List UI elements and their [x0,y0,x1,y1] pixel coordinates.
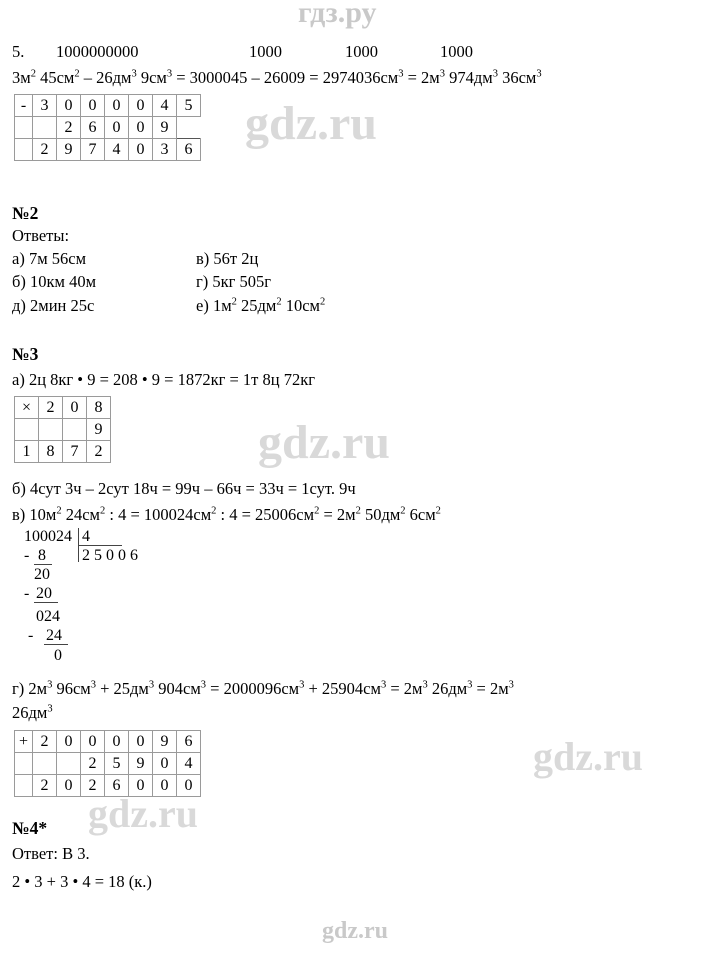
watermark-top: гдз.ру [298,0,377,29]
task2-heading: №2 [12,203,39,223]
subtraction-sign: - [15,95,33,117]
digit-cell: 1 [15,441,39,463]
digit-cell: 6 [177,731,201,753]
digit-cell: 3 [33,95,57,117]
digit-cell: 2 [33,775,57,797]
empty-cell [15,139,33,161]
digit-cell: 2 [81,753,105,775]
digit-cell: 2 [81,775,105,797]
multiplication-sign: × [15,397,39,419]
division-step-line-0 [34,564,52,565]
task3-addition-table [14,730,201,797]
digit-cell [33,753,57,775]
digit-cell: 6 [177,139,201,161]
division-step-minus-2: - [24,585,30,602]
digit-cell: 0 [81,731,105,753]
watermark-4: gdz.ru [88,791,198,836]
digit-cell: 0 [105,95,129,117]
table-row [15,397,111,419]
division-step-value-4: 24 [46,627,62,644]
task5-hint-2: 1000 [345,42,378,61]
table-row [15,753,201,775]
digit-cell [57,753,81,775]
division-step-minus-0: - [24,547,30,564]
digit-cell: 2 [87,441,111,463]
task2-answers-label: Ответы: [12,226,70,245]
division-step-line-2 [34,602,58,603]
task5-equation: $3м^2$ $45см^2 - 26дм^3$ $9см^3 = 3000045 - 26009 = 2974036см^3 = 2м^3$ $974дм^3$ $36см^3$ [12,68,542,87]
digit-cell [33,117,57,139]
digit-cell: 7 [63,441,87,463]
addition-sign: + [15,731,33,753]
digit-cell: 0 [129,139,153,161]
division-dividend: 100024 [24,528,72,545]
division-divisor: 4 [82,528,90,545]
digit-cell: 2 [39,397,63,419]
task4-answer: Ответ: В 3. [12,844,90,863]
table-row [15,731,201,753]
task3-line-v: в) $10м^2$ $24см^2$ : $4 = 100024см^2$ : $4 = 25006см^2 = 2м^2$ $50дм^2$ $6см^2$ [12,505,441,524]
digit-cell: 0 [129,117,153,139]
table-row [15,117,201,139]
digit-cell: 2 [57,117,81,139]
task2-answer-a: а) 7м 56см [12,249,87,268]
task2-answer-d: д) 2мин 25с [12,296,95,315]
digit-cell: 6 [105,775,129,797]
digit-cell: 5 [177,95,201,117]
digit-cell: 0 [57,731,81,753]
division-step-value-2: 20 [36,585,52,602]
digit-cell: 0 [153,775,177,797]
digit-cell: 0 [129,775,153,797]
watermark-bottom: gdz.ru [322,918,388,944]
division-hline [78,545,122,546]
digit-cell: 0 [81,95,105,117]
digit-cell: 2 [33,139,57,161]
task2-answer-v: в) 56т 2ц [196,249,259,268]
digit-cell: 0 [57,775,81,797]
task2-answer-g: г) 5кг 505г [196,272,272,291]
empty-cell [15,775,33,797]
digit-cell: 0 [105,731,129,753]
digit-cell: 4 [153,95,177,117]
table-row [15,775,201,797]
watermark-2: gdz.ru [258,416,390,469]
digit-cell: 8 [87,397,111,419]
task3-heading: №3 [12,344,39,364]
task4-heading: №4* [12,818,48,838]
task5-number: 5. [12,42,25,61]
task5-hint-0: 1000000000 [56,42,139,61]
digit-cell: 9 [153,117,177,139]
digit-cell: 0 [63,397,87,419]
task4-solution: 2 • 3 + 3 • 4 = 18 (к.) [12,872,152,891]
division-step-value-0: 8 [38,547,46,564]
digit-cell: 7 [81,139,105,161]
task2-answer-b: б) 10км 40м [12,272,97,291]
task3-line-a: а) 2ц 8кг • 9 = 208 • 9 = 1872кг = 1т 8ц 72кг [12,370,316,389]
task3-line-g1: г) $2м^3$ $96см^3 + 25дм^3$ $904см^3 = 2000096см^3 + 25904см^3 = 2м^3$ $26дм^3 = 2м^3$ [12,679,514,698]
task3-line-g2: $26дм^3$ [12,703,53,722]
watermark-3: gdz.ru [533,734,643,779]
digit-cell: 9 [129,753,153,775]
task2-answer-e: е) $1м^2$ $25дм^2$ $10см^2$ [196,296,326,315]
division-step-value-5: 0 [54,647,62,664]
task5-hint-1: 1000 [249,42,282,61]
task3-line-b: б) 4сут 3ч – 2сут 18ч = 99ч – 66ч = 33ч = 1сут. 9ч [12,479,356,498]
digit-cell: 9 [57,139,81,161]
digit-cell: 5 [105,753,129,775]
digit-cell: 0 [177,775,201,797]
digit-cell: 9 [87,419,111,441]
empty-cell [15,419,39,441]
division-step-value-3: 024 [36,608,60,625]
task5-hint-3: 1000 [440,42,473,61]
task5-subtraction-table [14,94,201,161]
digit-cell: 6 [81,117,105,139]
table-row [15,419,111,441]
task3-multiplication-table [14,396,111,463]
empty-cell [15,753,33,775]
division-step-minus-4: - [28,627,34,644]
digit-cell [39,419,63,441]
division-quotient: 2 5 0 0 6 [82,547,138,564]
digit-cell: 4 [105,139,129,161]
digit-cell: 0 [153,753,177,775]
digit-cell: 0 [105,117,129,139]
digit-cell: 0 [57,95,81,117]
digit-cell: 0 [129,731,153,753]
watermark-1: gdz.ru [245,97,377,150]
digit-cell: 3 [153,139,177,161]
empty-cell [15,117,33,139]
digit-cell: 2 [33,731,57,753]
digit-cell: 4 [177,753,201,775]
table-row [15,139,201,161]
division-step-value-1: 20 [34,566,50,583]
division-step-line-4 [44,644,68,645]
digit-cell: 0 [129,95,153,117]
digit-cell [63,419,87,441]
task3-long-division [20,528,190,664]
table-row [15,95,201,117]
digit-cell: 8 [39,441,63,463]
table-row [15,441,111,463]
digit-cell: 9 [153,731,177,753]
